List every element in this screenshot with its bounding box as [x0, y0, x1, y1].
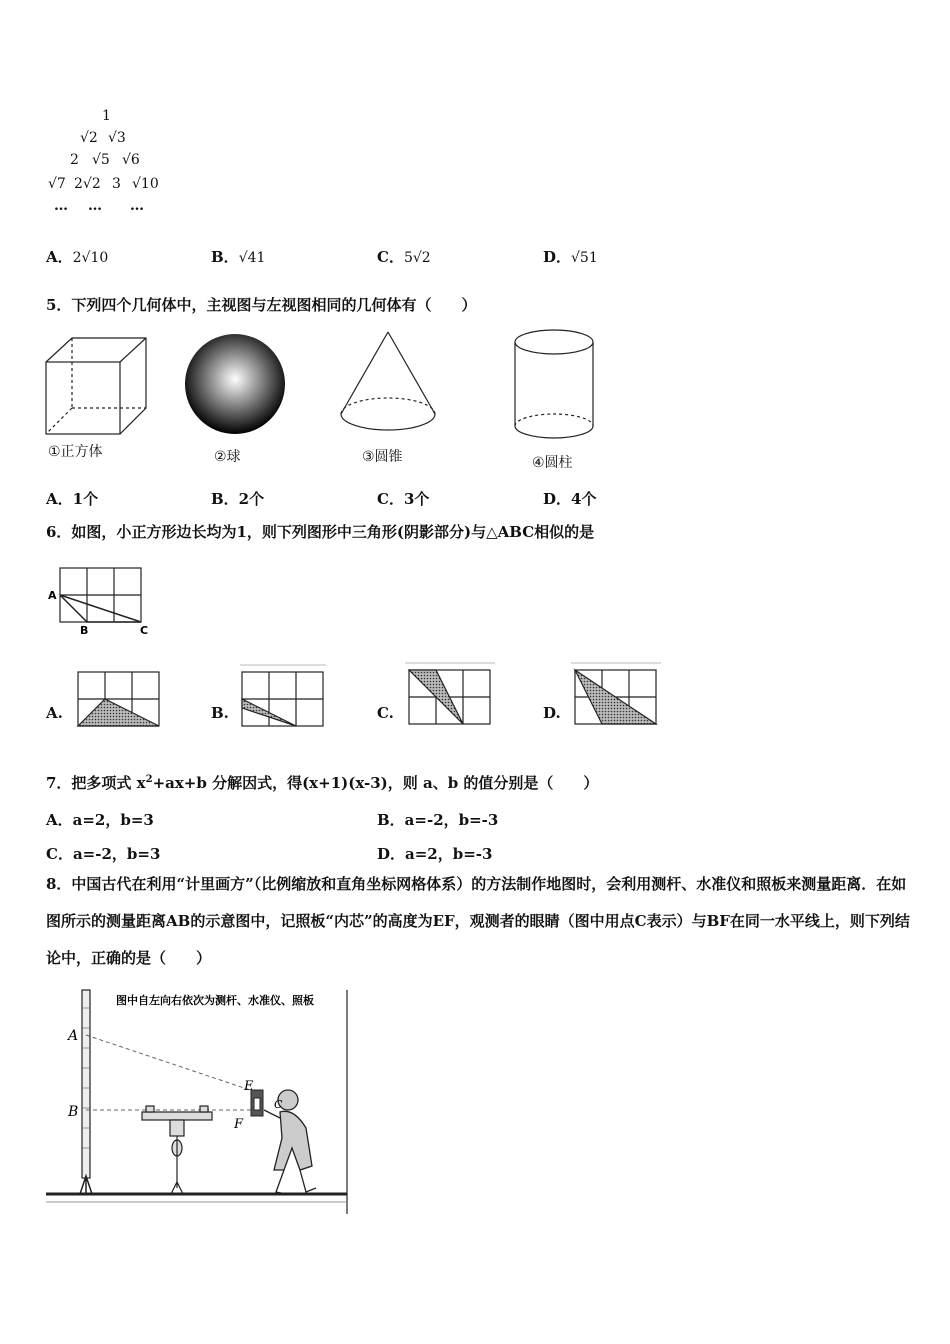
figure-caption: 图中自左向右依次为测杆、水准仪、照板	[116, 994, 314, 1007]
pattern-r4-c1: √7	[48, 176, 66, 192]
q7-stem-prefix: 7．把多项式 x	[46, 774, 146, 792]
option-letter: D．	[543, 248, 572, 266]
q7-exponent: 2	[145, 774, 153, 785]
q7-option-d[interactable]: D．a=2，b=-3	[377, 845, 493, 863]
cylinder-figure	[513, 328, 597, 448]
option-letter: C．	[377, 248, 404, 266]
pattern-r2-c2: √3	[108, 130, 126, 146]
caption-sphere: ②球	[214, 449, 241, 465]
label-a-point: A	[68, 1028, 79, 1044]
abc-grid-figure	[48, 566, 158, 636]
q4-option-c[interactable]	[377, 246, 431, 267]
q4-option-a[interactable]	[46, 246, 108, 267]
pattern-r3-c1: 2	[70, 152, 79, 168]
q6-option-a[interactable]: A.	[46, 704, 63, 722]
pattern-dots-3: …	[130, 198, 144, 214]
q6-option-c-figure	[405, 662, 495, 730]
option-letter: B．	[211, 248, 239, 266]
label-e-point: E	[244, 1079, 254, 1094]
pattern-dots-2: …	[88, 198, 102, 214]
q4-option-d[interactable]	[543, 246, 598, 267]
q6-option-d-figure	[571, 662, 661, 730]
q7-stem-suffix: +ax+b 分解因式，得(x+1)(x-3)，则 a、b 的值分别是（ ）	[152, 774, 599, 792]
q7-stem	[46, 774, 598, 792]
q5-option-c[interactable]: C．3个	[377, 490, 430, 508]
caption-cylinder: ④圆柱	[532, 455, 573, 471]
q5-option-b[interactable]: B．2个	[211, 490, 265, 508]
q5-option-a[interactable]: A．1个	[46, 490, 99, 508]
label-b-point: B	[68, 1104, 79, 1120]
option-value: √41	[238, 250, 266, 266]
pattern-r4-c4: √10	[132, 176, 159, 192]
pattern-r4-c2: 2√2	[74, 176, 101, 192]
label-a: A	[48, 589, 57, 602]
label-c: C	[140, 624, 149, 637]
caption-cone: ③圆锥	[362, 449, 403, 465]
q7-option-c[interactable]: C．a=-2，b=3	[46, 845, 161, 863]
cube-figure	[44, 336, 148, 436]
cone-figure	[338, 330, 438, 434]
q7-option-a[interactable]: A．a=2，b=3	[46, 811, 154, 829]
measurement-figure	[44, 988, 350, 1216]
q6-option-b[interactable]: B.	[211, 704, 229, 722]
option-value: 2√10	[72, 250, 109, 266]
pattern-r4-c3: 3	[112, 176, 121, 192]
label-f-point: F	[234, 1117, 244, 1132]
q7-option-b[interactable]: B．a=-2，b=-3	[377, 811, 499, 829]
pattern-r1-c1: 1	[102, 108, 111, 124]
sphere-figure	[184, 334, 288, 438]
q6-option-c[interactable]: C.	[377, 704, 394, 722]
q5-stem: 5．下列四个几何体中，主视图与左视图相同的几何体有（ ）	[46, 296, 477, 314]
pattern-r3-c3: √6	[122, 152, 140, 168]
label-c-point: C	[274, 1098, 283, 1111]
option-value: 5√2	[403, 250, 431, 266]
pattern-dots-1: …	[54, 198, 68, 214]
q6-option-b-figure	[240, 664, 326, 730]
q5-option-d[interactable]: D．4个	[543, 490, 597, 508]
pattern-r3-c2: √5	[92, 152, 110, 168]
q4-option-b[interactable]	[211, 246, 265, 267]
caption-cube: ①正方体	[48, 444, 103, 460]
number-triangle	[48, 106, 178, 216]
pattern-r2-c1: √2	[80, 130, 98, 146]
q8-stem: 8．中国古代在利用“计里画方”（比例缩放和直角坐标网格体系）的方法制作地图时，会利用测杆、水准仪和照板来测量距离．在如图所示的测量距离AB的示意图中，记照板“内芯”的高度为EF，观测者的眼睛（图中用点C表示）与BF在同一水平线上，则下列结论中，正确的是（ ）	[46, 875, 910, 967]
q6-stem: 6．如图，小正方形边长均为1，则下列图形中三角形(阴影部分)与△ABC相似的是	[46, 523, 595, 541]
q6-option-d[interactable]: D.	[543, 704, 561, 722]
label-b: B	[80, 624, 89, 637]
option-value: √51	[571, 250, 598, 266]
option-letter: A．	[46, 248, 73, 266]
q6-option-a-figure	[76, 670, 162, 730]
